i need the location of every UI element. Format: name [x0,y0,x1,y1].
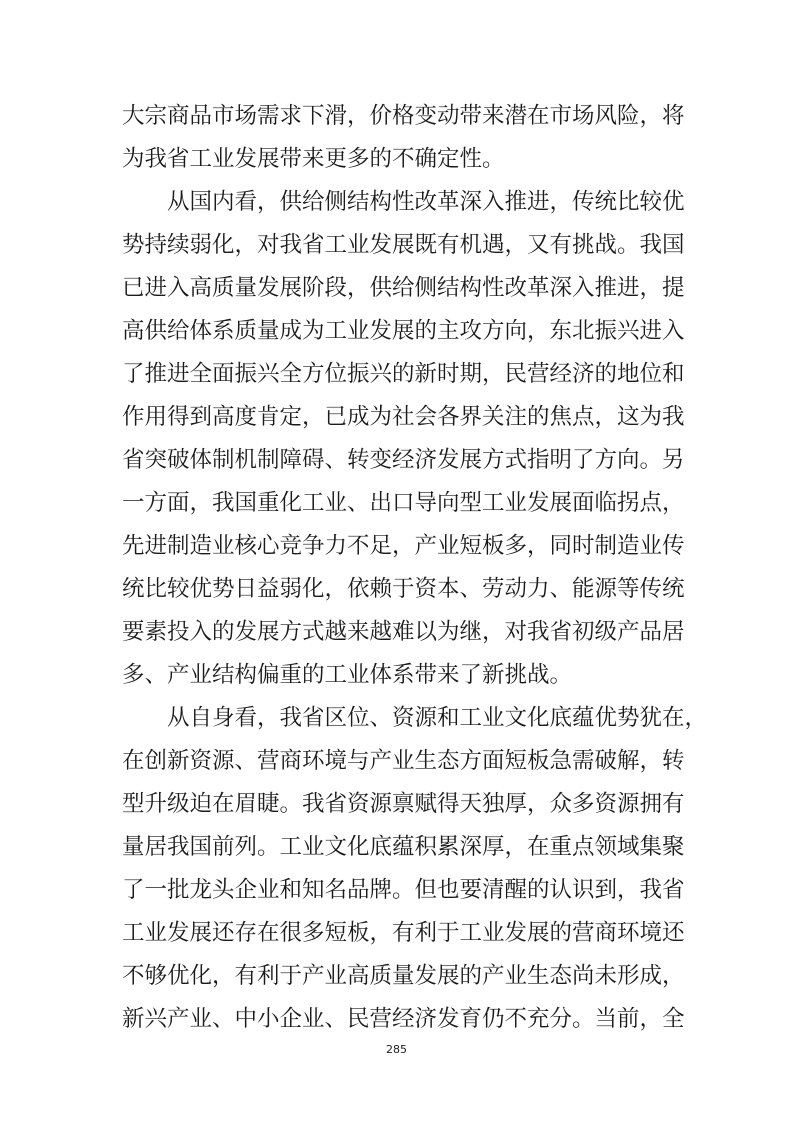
text-line: 省突破体制机制障碍、转变经济发展方式指明了方向。另 [122,447,685,473]
text-line: 已进入高质量发展阶段，供给侧结构性改革深入推进，提 [122,275,685,301]
text-line: 型升级迫在眉睫。我省资源禀赋得天独厚，众多资源拥有 [122,791,685,817]
text-line: 先进制造业核心竞争力不足，产业短板多，同时制造业传 [122,533,685,559]
text-line: 势持续弱化，对我省工业发展既有机遇，又有挑战。我国 [122,232,685,258]
text-line: 了推进全面振兴全方位振兴的新时期，民营经济的地位和 [122,361,685,387]
paragraph-first-line: 从国内看，供给侧结构性改革深入推进，传统比较优 [167,189,685,215]
text-line: 多、产业结构偏重的工业体系带来了新挑战。 [122,662,573,688]
text-line: 在创新资源、营商环境与产业生态方面短板急需破解，转 [122,748,685,774]
text-line: 大宗商品市场需求下滑，价格变动带来潜在市场风险，将 [122,103,685,129]
text-line: 统比较优势日益弱化，依赖于资本、劳动力、能源等传统 [122,576,685,602]
page-number: 285 [386,1043,407,1056]
text-line: 一方面，我国重化工业、出口导向型工业发展面临拐点， [122,490,685,516]
text-line: 要素投入的发展方式越来越难以为继，对我省初级产品居 [122,619,685,645]
text-line: 工业发展还存在很多短板，有利于工业发展的营商环境还 [122,920,685,946]
text-line: 高供给体系质量成为工业发展的主攻方向，东北振兴进入 [122,318,685,344]
paragraph-first-line: 从自身看，我省区位、资源和工业文化底蕴优势犹在， [167,705,708,731]
text-line: 新兴产业、中小企业、民营经济发育仍不充分。当前，全 [122,1006,685,1032]
text-line: 量居我国前列。工业文化底蕴积累深厚，在重点领域集聚 [122,834,685,860]
text-line: 不够优化，有利于产业高质量发展的产业生态尚未形成， [122,963,685,989]
text-line: 作用得到高度肯定，已成为社会各界关注的焦点，这为我 [122,404,685,430]
text-line: 为我省工业发展带来更多的不确定性。 [122,146,505,172]
text-line: 了一批龙头企业和知名品牌。但也要清醒的认识到，我省 [122,877,685,903]
